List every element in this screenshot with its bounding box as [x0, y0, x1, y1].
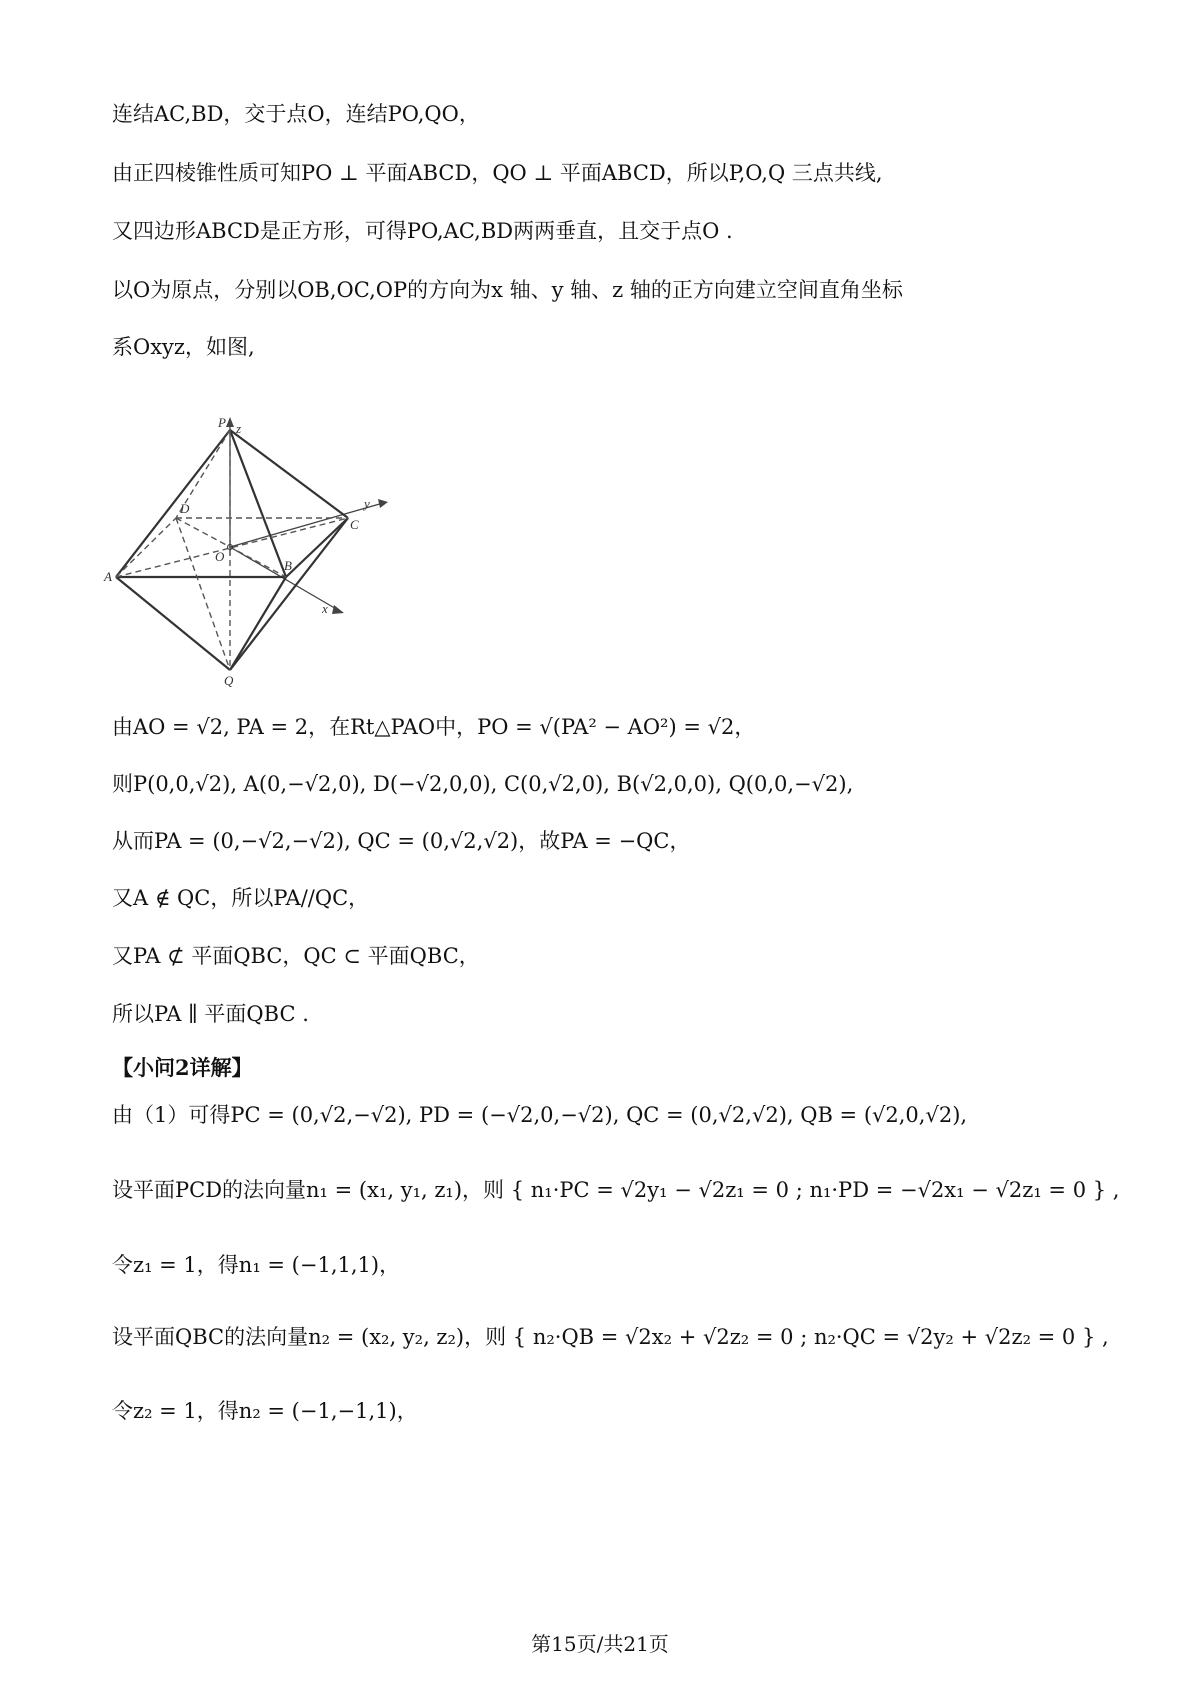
x-axis-arrow [332, 605, 344, 614]
pyramid-figure [104, 415, 438, 750]
label-O: O [215, 549, 225, 564]
text-line-14: 令z₁ = 1，得n₁ = (−1,1,1)， [112, 1253, 401, 1277]
label-z: z [236, 421, 242, 436]
text-line-1: 连结AC,BD，交于点O，连结PO,QO， [112, 102, 480, 126]
text-line-6: 由AO = √2, PA = 2，在Rt△PAO中，PO = √(PA² − AO²) = √2， [112, 715, 756, 739]
text-line-3: 又四边形ABCD是正方形，可得PO,AC,BD两两垂直，且交于点O . [112, 219, 733, 243]
label-Q: Q [224, 673, 234, 688]
label-y: y [364, 496, 370, 511]
text-line-4: 以O为原点，分别以OB,OC,OP的方向为x 轴、y 轴、z 轴的正方向建立空间直角坐标 [112, 278, 903, 302]
label-x: x [322, 601, 328, 616]
text-line-8: 从而PA = (0,−√2,−√2), QC = (0,√2,√2)，故PA = −QC， [112, 829, 691, 853]
label-C: C [350, 517, 359, 532]
text-line-16: 令z₂ = 1，得n₂ = (−1,−1,1)， [112, 1399, 418, 1423]
label-D: D [180, 501, 190, 516]
page-number-footer: 第15页/共21页 [531, 1632, 669, 1656]
y-axis-line [230, 503, 383, 547]
text-line-12: 由（1）可得PC = (0,√2,−√2), PD = (−√2,0,−√2), QC = (0,√2,√2), QB = (√2,0,√2), [112, 1103, 968, 1127]
text-line-9: 又A ∉ QC，所以PA//QC， [112, 886, 370, 910]
text-line-5: 系Oxyz，如图, [112, 335, 255, 359]
y-axis-arrow [378, 499, 388, 508]
label-B: B [284, 558, 292, 573]
z-axis-arrow [226, 417, 234, 427]
label-A: A [104, 569, 112, 584]
octahedron-diagram [104, 415, 438, 750]
text-line-11: 所以PA ∥ 平面QBC . [112, 1002, 309, 1026]
text-line-2: 由正四棱锥性质可知PO ⊥ 平面ABCD，QO ⊥ 平面ABCD，所以P,O,Q 三点共线, [112, 161, 883, 185]
section-heading: 【小问2详解】 [112, 1055, 253, 1080]
text-line-10: 又PA ⊄ 平面QBC，QC ⊂ 平面QBC， [112, 944, 480, 968]
text-line-7: 则P(0,0,√2), A(0,−√2,0), D(−√2,0,0), C(0,√2,0), B(√2,0,0), Q(0,0,−√2), [112, 772, 854, 796]
solid-edges [116, 430, 348, 670]
label-P: P [218, 415, 226, 430]
text-line-13: 设平面PCD的法向量n₁ = (x₁, y₁, z₁)，则 { n₁·PC = √2y₁ − √2z₁ = 0 ; n₁·PD = −√2x₁ − √2z₁ = 0 } , [112, 1178, 1120, 1202]
text-line-15: 设平面QBC的法向量n₂ = (x₂, y₂, z₂)，则 { n₂·QB = √2x₂ + √2z₂ = 0 ; n₂·QC = √2y₂ + √2z₂ = 0 } , [112, 1325, 1109, 1349]
